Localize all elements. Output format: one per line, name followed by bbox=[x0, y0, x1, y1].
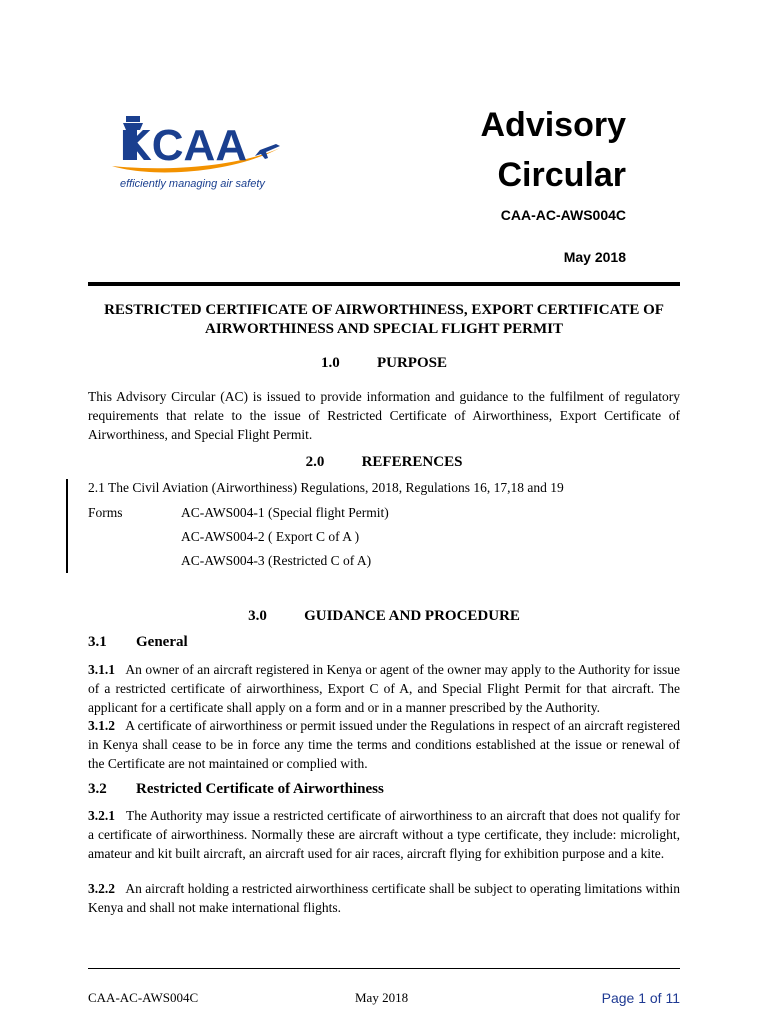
section-number: 3.0 bbox=[248, 608, 267, 624]
paragraph-number: 3.1.2 bbox=[88, 718, 115, 733]
paragraph-number: 3.2.2 bbox=[88, 881, 115, 896]
subsection-title: General bbox=[136, 634, 188, 650]
subsection-heading-general bbox=[88, 634, 188, 651]
document-title bbox=[88, 301, 680, 339]
page-number: Page 1 of 11 bbox=[601, 990, 680, 1006]
paragraph-3-2-1 bbox=[88, 806, 680, 863]
form-item: AC-AWS004-3 (Restricted C of A) bbox=[181, 553, 372, 568]
paragraph-3-2-2 bbox=[88, 879, 680, 917]
paragraph-text: An owner of an aircraft registered in Kenya or agent of the owner may apply to the Authority for issue of a restricted certificate of airworthiness, Export C of A, and Special Flight Permit for that aircraft. The applicant for a certificate shall apply on a form and or in a manner prescribed by the Authority. bbox=[88, 662, 680, 715]
advisory-circular-title bbox=[481, 100, 627, 200]
form-item: AC-AWS004-1 (Special flight Permit) bbox=[181, 505, 389, 520]
subsection-title: Restricted Certificate of Airworthiness bbox=[136, 781, 384, 797]
paragraph-text: A certificate of airworthiness or permit issued under the Regulations in respect of an aircraft registered in Kenya shall cease to be in force any time the terms and conditions established at the issue or renewal of the Certificate are not maintained or complied with. bbox=[88, 718, 680, 771]
reference-line: 2.1 The Civil Aviation (Airworthiness) Regulations, 2018, Regulations 16, 17,18 and 19 bbox=[88, 480, 564, 495]
section-number: 2.0 bbox=[305, 454, 325, 470]
subsection-number: 3.1 bbox=[88, 634, 107, 650]
paragraph-3-1-1 bbox=[88, 660, 680, 717]
footer-date: May 2018 bbox=[355, 990, 409, 1005]
section-title: GUIDANCE AND PROCEDURE bbox=[304, 608, 520, 624]
paragraph-text: An aircraft holding a restricted airworthiness certificate shall be subject to operating limitations within Kenya and shall not make international flights. bbox=[88, 881, 680, 915]
kcaa-logo bbox=[110, 108, 290, 198]
revision-change-bar bbox=[66, 479, 68, 573]
document-title-line-2: AIRWORTHINESS AND SPECIAL FLIGHT PERMIT bbox=[205, 321, 563, 337]
section-title: PURPOSE bbox=[376, 355, 447, 371]
logo-tagline: efficiently managing air safety bbox=[120, 178, 265, 190]
form-item: AC-AWS004-2 ( Export C of A ) bbox=[181, 529, 360, 544]
section-heading-references bbox=[88, 454, 680, 471]
paragraph-number: 3.1.1 bbox=[88, 662, 115, 677]
document-title-line-1: RESTRICTED CERTIFICATE OF AIRWORTHINESS, EXPORT CERTIFICATE OF bbox=[104, 302, 664, 318]
subsection-number: 3.2 bbox=[88, 781, 107, 797]
purpose-paragraph: This Advisory Circular (AC) is issued to provide information and guidance to the fulfilment of regulatory requirements that relate to the issue of Restricted Certificate of Airworthiness, Export Certificate of Airworthiness, and Special Flight Permit. bbox=[88, 389, 680, 442]
subsection-heading-restricted bbox=[88, 781, 384, 798]
paragraph-text: The Authority may issue a restricted certificate of airworthiness to an aircraft that does not qualify for a certificate of airworthiness. Normally these are aircraft without a type certificate, they include: microlight, amateur and kit built aircraft, an aircraft used for air races, aircraft flying for exhibition purpose and a kite. bbox=[88, 808, 681, 861]
title-line-2: Circular bbox=[497, 156, 626, 194]
header-divider bbox=[88, 282, 680, 286]
logo-text: KCAA bbox=[120, 121, 248, 170]
kcaa-logo-graphic bbox=[110, 108, 290, 178]
paragraph-3-1-2 bbox=[88, 716, 680, 773]
forms-label: Forms bbox=[88, 505, 123, 520]
section-heading-purpose bbox=[88, 355, 680, 372]
section-title: REFERENCES bbox=[361, 454, 463, 470]
section-heading-guidance bbox=[88, 608, 680, 625]
section-number: 1.0 bbox=[320, 355, 340, 371]
title-line-1: Advisory bbox=[480, 106, 626, 144]
header-doc-code: CAA-AC-AWS004C bbox=[500, 207, 626, 223]
footer-divider bbox=[88, 968, 680, 969]
footer-doc-code: CAA-AC-AWS004C bbox=[88, 990, 199, 1005]
paragraph-number: 3.2.1 bbox=[88, 808, 115, 823]
header-date: May 2018 bbox=[563, 249, 626, 265]
